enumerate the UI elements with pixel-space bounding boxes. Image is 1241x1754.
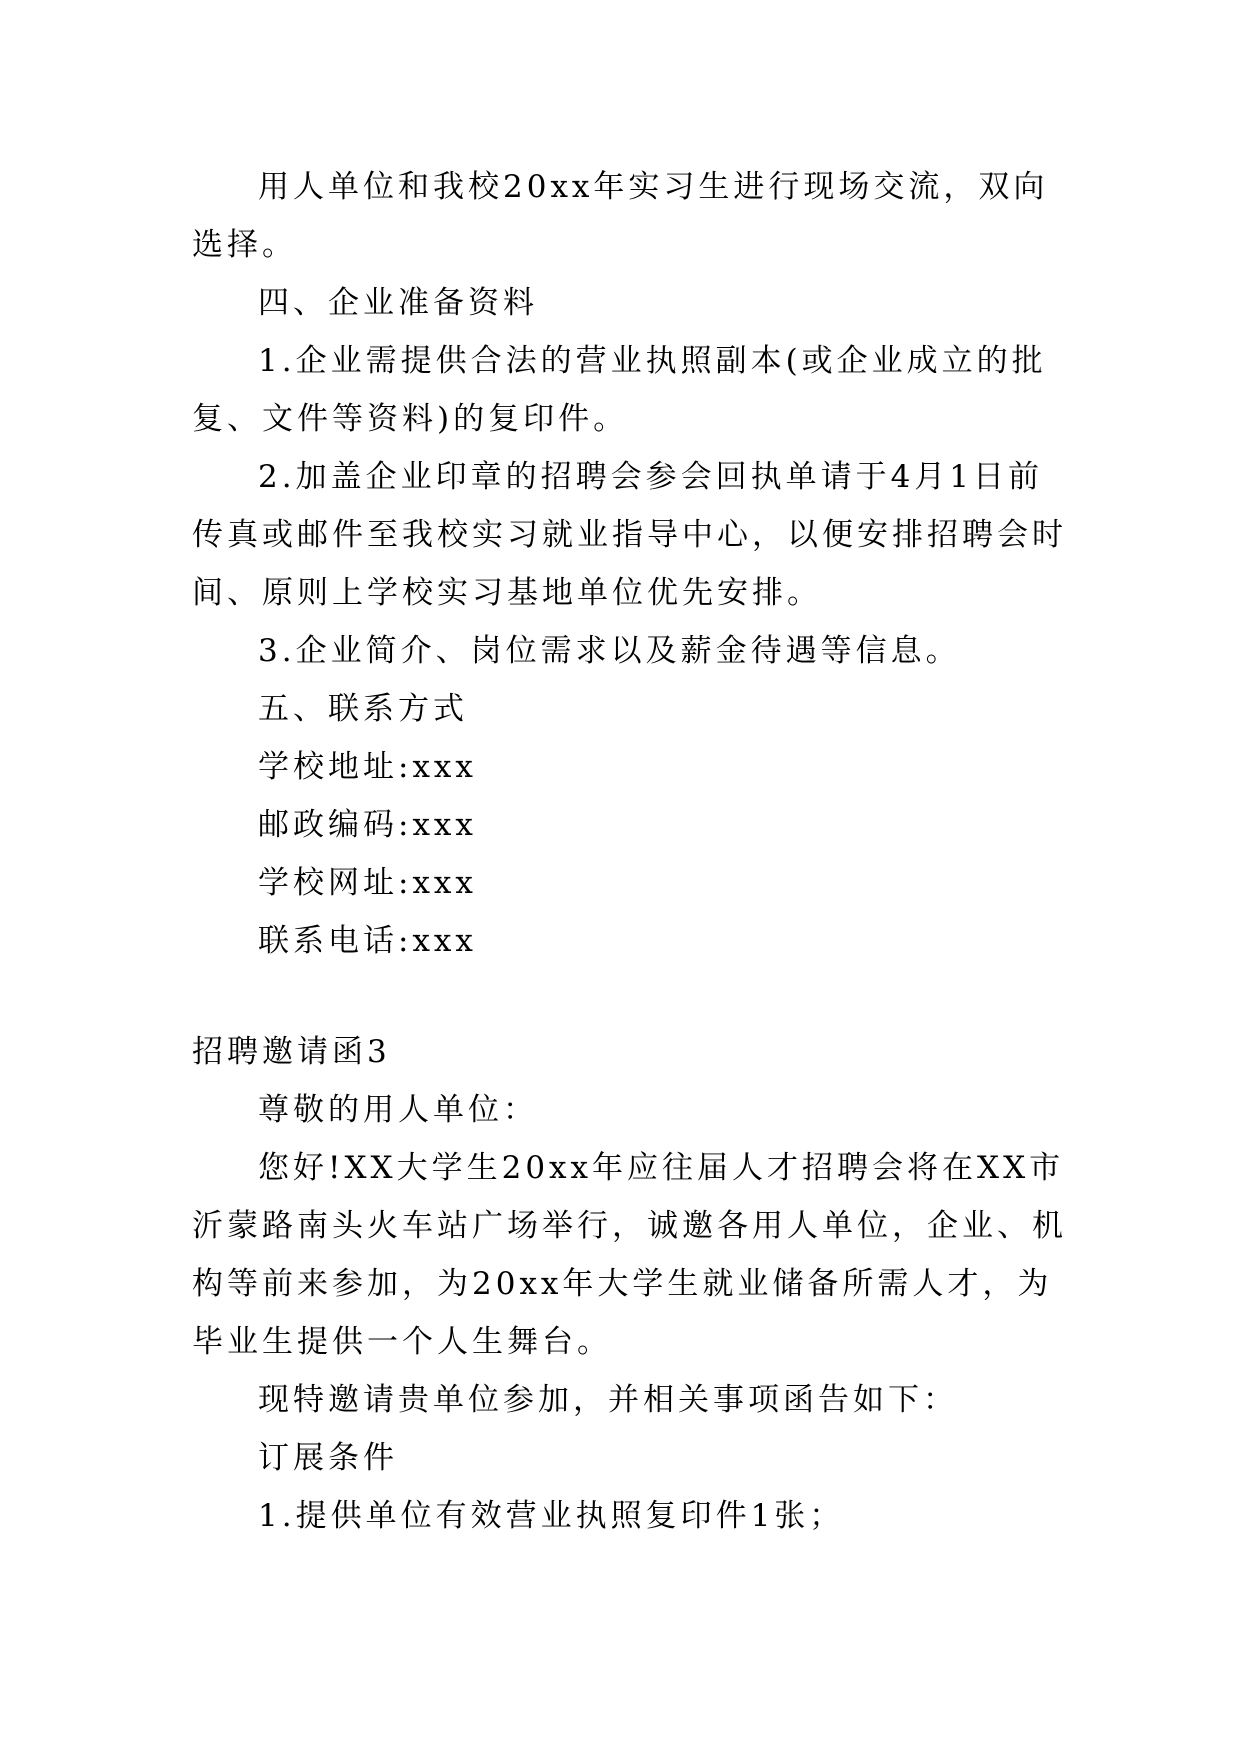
contact-address: 学校地址:xxx xyxy=(258,749,477,785)
list-item-license: 1.企业需提供合法的营业执照副本(或企业成立的批复、文件等资料)的复印件。 xyxy=(192,343,1047,437)
paragraph-greeting: 您好!XX大学生20xx年应往届人才招聘会将在XX市沂蒙路南头火车站广场举行，诚邀各用人单位，企业、机构等前来参加，为20xx年大学生就业储备所需人才，为毕业生提供一个人生舞台。 xyxy=(192,1150,1067,1360)
contact-phone: 联系电话:xxx xyxy=(258,923,477,959)
paragraph-invitation: 现特邀请贵单位参加，并相关事项函告如下： xyxy=(258,1382,958,1418)
invitation-letter-3 xyxy=(192,1023,1072,1545)
list-item-business-license: 1.提供单位有效营业执照复印件1张； xyxy=(258,1498,845,1534)
contact-postcode: 邮政编码:xxx xyxy=(258,807,477,843)
section-continued-body xyxy=(192,158,1072,970)
list-item-receipt: 2.加盖企业印章的招聘会参会回执单请于4月1日前传真或邮件至我校实习就业指导中心，以便安排招聘会时间、原则上学校实习基地单位优先安排。 xyxy=(192,459,1067,611)
salutation: 尊敬的用人单位： xyxy=(258,1092,538,1128)
heading-booth-conditions: 订展条件 xyxy=(258,1440,398,1476)
paragraph-exchange: 用人单位和我校20xx年实习生进行现场交流，双向选择。 xyxy=(192,169,1049,263)
letter-title: 招聘邀请函3 xyxy=(192,1034,391,1070)
contact-website: 学校网址:xxx xyxy=(258,865,477,901)
heading-contact: 五、联系方式 xyxy=(258,691,468,727)
heading-enterprise-materials: 四、企业准备资料 xyxy=(258,285,538,321)
list-item-profile: 3.企业简介、岗位需求以及薪金待遇等信息。 xyxy=(258,633,961,669)
